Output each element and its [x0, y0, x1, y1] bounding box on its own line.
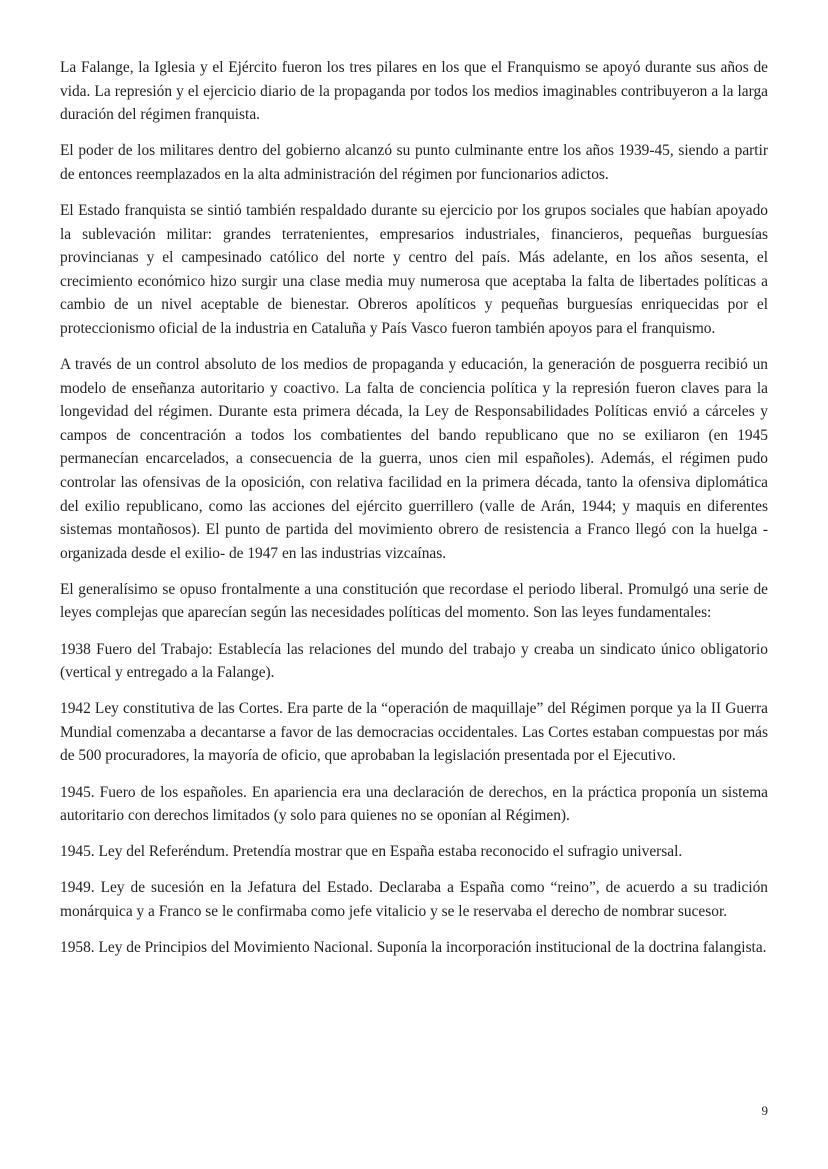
paragraph-law-1938: 1938 Fuero del Trabajo: Establecía las relaciones del mundo del trabajo y creaba un sindicato único obligatorio (vertical y entregado a la Falange).	[60, 640, 768, 682]
paragraph-law-1949: 1949. Ley de sucesión en la Jefatura del Estado. Declaraba a España como “reino”, de acuerdo a su tradición monárquica y a Franco se le confirmaba como jefe vitalicio y se le reservaba el derecho de nombrar sucesor.	[60, 879, 768, 920]
paragraph-social-support: El Estado franquista se sintió también respaldado durante su ejercicio por los grupos sociales que habían apoyado la sublevación militar: grandes terratenientes, empresarios industriales, financieros, pequeñas burguesías provincianas y el campesinado católico del norte y centro del país. Más adelante, en los años sesenta, el crecimiento económico hizo surgir una clase media muy numerosa que aceptaba la falta de libertades políticas a cambio de un nivel aceptable de bienestar. Obreros apolíticos y pequeñas burguesías enriquecidas por el proteccionismo oficial de la industria en Cataluña y País Vasco fueron también apoyos para el franquismo.	[60, 201, 768, 337]
paragraph-law-1945-fuero: 1945. Fuero de los españoles. En apariencia era una declaración de derechos, en la práctica proponía un sistema autoritario con derechos limitados (y solo para quienes no se oponían al Régimen).	[60, 783, 768, 825]
paragraph-fundamental-laws-intro: El generalísimo se opuso frontalmente a una constitución que recordase el periodo liberal. Promulgó una serie de leyes complejas que aparecían según las necesidades políticas del momento. Son las leyes fundamentales:	[60, 580, 768, 622]
paragraph-propaganda-repression: A través de un control absoluto de los medios de propaganda y educación, la generación de posguerra recibió un modelo de enseñanza autoritario y coactivo. La falta de conciencia política y la represión fueron claves para la longevidad del régimen. Durante esta primera década, la Ley de Responsabilidades Políticas envió a cárceles y campos de concentración a todos los combatientes del bando republicano que no se exiliaron (en 1945 permanecían encarcelados, a consecuencia de la guerra, unos cien mil españoles). Además, el régimen pudo controlar las ofensivas de la oposición, con relativa facilidad en la primera década, tanto la ofensiva diplomática del exilio republicano, como las acciones del ejército guerrillero (valle de Arán, 1944; y maquis en diferentes sistemas montañosos). El punto de partida del movimiento obrero de resistencia a Franco llegó con la huelga -organizada desde el exilio- de 1947 en las industrias vizcaínas.	[60, 356, 768, 562]
paragraph-law-1945-referendum: 1945. Ley del Referéndum. Pretendía mostrar que en España estaba reconocido el sufragio universal.	[60, 843, 683, 861]
paragraph-pillars: La Falange, la Iglesia y el Ejército fueron los tres pilares en los que el Franquismo se apoyó durante sus años de vida. La represión y el ejercicio diario de la propaganda por todos los medios imaginables contribuyeron a la larga duración del régimen franquista.	[60, 59, 768, 124]
paragraph-law-1958: 1958. Ley de Principios del Movimiento Nacional. Suponía la incorporación institucional de la doctrina falangista.	[60, 939, 767, 956]
paragraph-law-1942: 1942 Ley constitutiva de las Cortes. Era parte de la “operación de maquillaje” del Régimen porque ya la II Guerra Mundial comenzaba a decantarse a favor de las democracias occidentales. Las Cortes estaban compuestas por más de 500 procuradores, la mayoría de oficio, que aprobaban la legislación presentada por el Ejecutivo.	[60, 700, 768, 765]
page-number: 9	[761, 1103, 768, 1118]
document-page	[60, 56, 768, 972]
paragraph-military-power: El poder de los militares dentro del gobierno alcanzó su punto culminante entre los años 1939-45, siendo a partir de entonces reemplazados en la alta administración del régimen por funcionarios adictos.	[60, 142, 768, 183]
